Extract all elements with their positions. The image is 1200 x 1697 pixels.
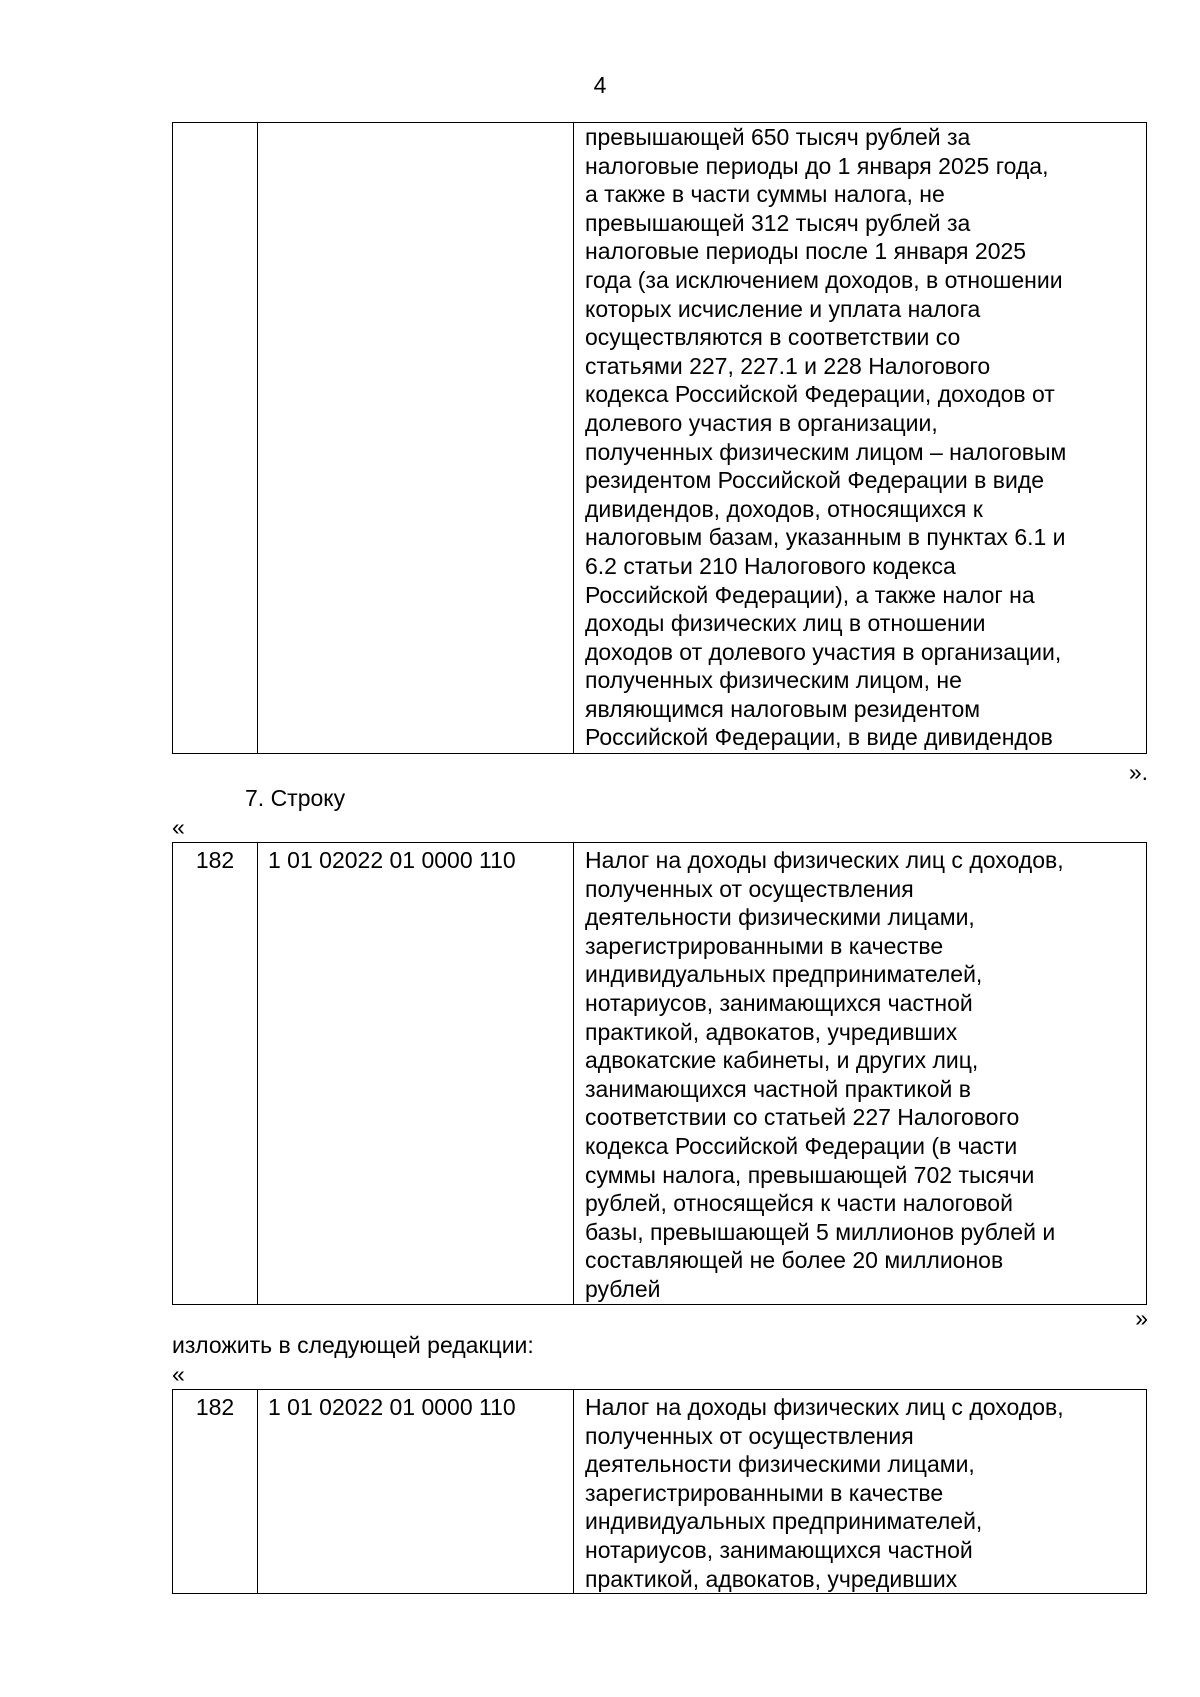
table-row [173,1390,1147,1594]
code-admin-cell [173,123,258,754]
code-kbk-cell [258,123,574,754]
edit-instruction: изложить в следующей редакции: [172,1332,534,1358]
description-cell [574,843,1147,1305]
opening-quote: « [172,814,185,840]
item-7-heading: 7. Строку [245,785,346,811]
opening-quote: « [172,1361,185,1387]
code-admin-cell: 182 [173,1390,258,1594]
code-kbk-cell: 1 01 02022 01 0000 110 [258,843,574,1305]
budget-table-continuation [172,122,1147,754]
budget-table-old-row [172,842,1147,1305]
description-cell [574,123,1147,754]
page-number: 4 [593,72,607,98]
description-cell [574,1390,1147,1594]
table-row [173,123,1147,754]
code-kbk-cell: 1 01 02022 01 0000 110 [258,1390,574,1594]
description-text: Налог на доходы физических лиц с доходов, полученных от осуществления деятельности физическими лицами, зарегистрированными в качестве индивидуальных предпринимателей, нотариусов, занимающихся частной практикой, адвокатов, учредивших адвокатские кабинеты, и других лиц, занимающихся частной практикой в соответствии со статьей 227 Налогового кодекса Российской Федерации (в части суммы налога, превышающей 702 тысячи рублей, относящейся к части налоговой базы, превышающей 5 миллионов рублей и составляющей не более 20 миллионов рублей [585,847,1064,1302]
code-admin-cell: 182 [173,843,258,1305]
closing-quote: ». [1128,759,1148,785]
closing-quote: » [1135,1305,1148,1331]
table-row [173,843,1147,1305]
description-text: превышающей 650 тысяч рублей за налоговые периоды до 1 января 2025 года, а также в части суммы налога, не превышающей 312 тысяч рублей за налоговые периоды после 1 января 2025 года (за исключением доходов, в отношении которых исчисление и уплата налога осуществляются в соответствии со статьями 227, 227.1 и 228 Налогового кодекса Российской Федерации, доходов от долевого участия в организации, полученных физическим лицом – налоговым резидентом Российской Федерации в виде дивидендов, доходов, относящихся к налоговым базам, указанным в пунктах 6.1 и 6.2 статьи 210 Налогового кодекса Российской Федерации), а также налог на доходы физических лиц в отношении доходов от долевого участия в организации, полученных физическим лицом, не являющимся налоговым резидентом Российской Федерации, в виде дивидендов [585,124,1067,751]
budget-table-new-row [172,1389,1147,1594]
description-text: Налог на доходы физических лиц с доходов, полученных от осуществления деятельности физическими лицами, зарегистрированными в качестве индивидуальных предпринимателей, нотариусов, занимающихся частной практикой, адвокатов, учредивших [585,1394,1064,1592]
